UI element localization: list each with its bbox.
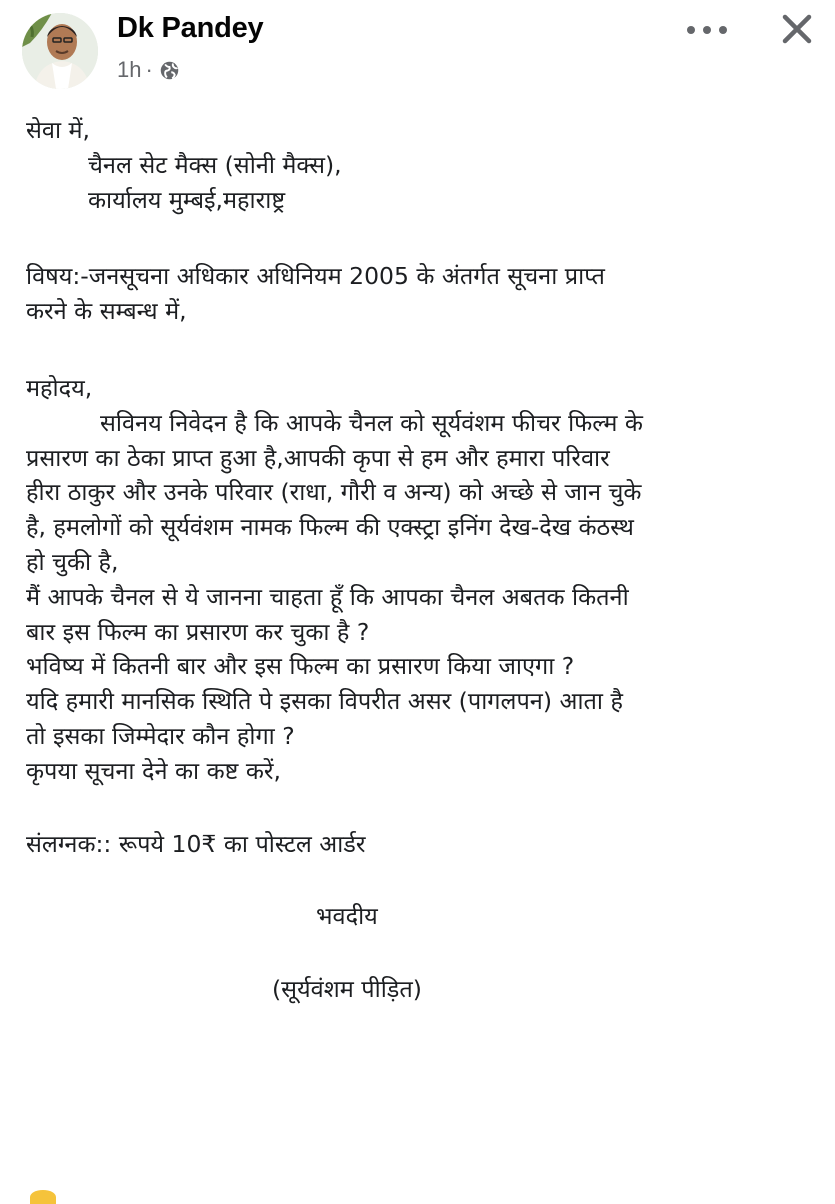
body-line: हो चुकी है, — [26, 547, 119, 576]
body-line: प्रसारण का ठेका प्राप्त हुआ है,आपकी कृपा से हम और हमारा परिवार — [26, 443, 610, 472]
meta-separator: · — [145, 57, 153, 82]
attachment-line: संलग्नक:: रूपये 10₹ का पोस्टल आर्डर — [26, 829, 366, 858]
closing: भवदीय — [316, 902, 378, 931]
more-options-button[interactable] — [687, 15, 727, 45]
body-line: है, हमलोगों को सूर्यवंशम नामक फिल्म की एक्स्ट्रा इनिंग देख-देख कंठस्थ — [26, 513, 634, 542]
more-dot — [703, 26, 711, 34]
recipient-line: कार्यालय मुम्बई,महाराष्ट्र — [88, 185, 286, 214]
body-line: भविष्य में कितनी बार और इस फिल्म का प्रसारण किया जाएगा ? — [26, 652, 575, 681]
post-meta — [117, 56, 180, 84]
body-line: तो इसका जिम्मेदार कौन होगा ? — [26, 721, 295, 750]
avatar[interactable] — [22, 13, 98, 89]
more-horizontal-icon — [687, 26, 695, 34]
author-name[interactable]: Dk Pandey — [117, 12, 264, 44]
signature: (सूर्यवंशम पीड़ित) — [272, 975, 422, 1004]
close-icon[interactable] — [779, 11, 815, 47]
more-dot — [719, 26, 727, 34]
body-line: कृपया सूचना देने का कष्ट करें, — [26, 756, 281, 785]
globe-icon[interactable] — [159, 60, 180, 81]
post-header — [0, 0, 835, 100]
body-line: बार इस फिल्म का प्रसारण कर चुका है ? — [26, 617, 370, 646]
body-line: मैं आपके चैनल से ये जानना चाहता हूँ कि आपका चैनल अबतक कितनी — [26, 582, 629, 611]
salutation: सेवा में, — [26, 116, 91, 144]
body-line: सविनय निवेदन है कि आपके चैनल को सूर्यवंशम फीचर फिल्म के — [100, 408, 643, 437]
post-time[interactable]: 1h — [117, 57, 142, 82]
post-body — [26, 113, 816, 1007]
subject-line: करने के सम्बन्ध में, — [26, 297, 187, 326]
subject-line: विषय:-जनसूचना अधिकार अधिनियम 2005 के अंतर्गत सूचना प्राप्त — [26, 262, 605, 291]
greeting: महोदय, — [26, 373, 93, 402]
avatar-portrait-icon — [22, 13, 98, 89]
body-line: यदि हमारी मानसिक स्थिति पे इसका विपरीत असर (पागलपन) आता है — [26, 687, 623, 716]
body-line: हीरा ठाकुर और उनके परिवार (राधा, गौरी व अन्य) को अच्छे से जान चुके — [26, 478, 642, 507]
reaction-icon[interactable] — [30, 1190, 56, 1204]
recipient-line: चैनल सेट मैक्स (सोनी मैक्स), — [88, 150, 342, 179]
